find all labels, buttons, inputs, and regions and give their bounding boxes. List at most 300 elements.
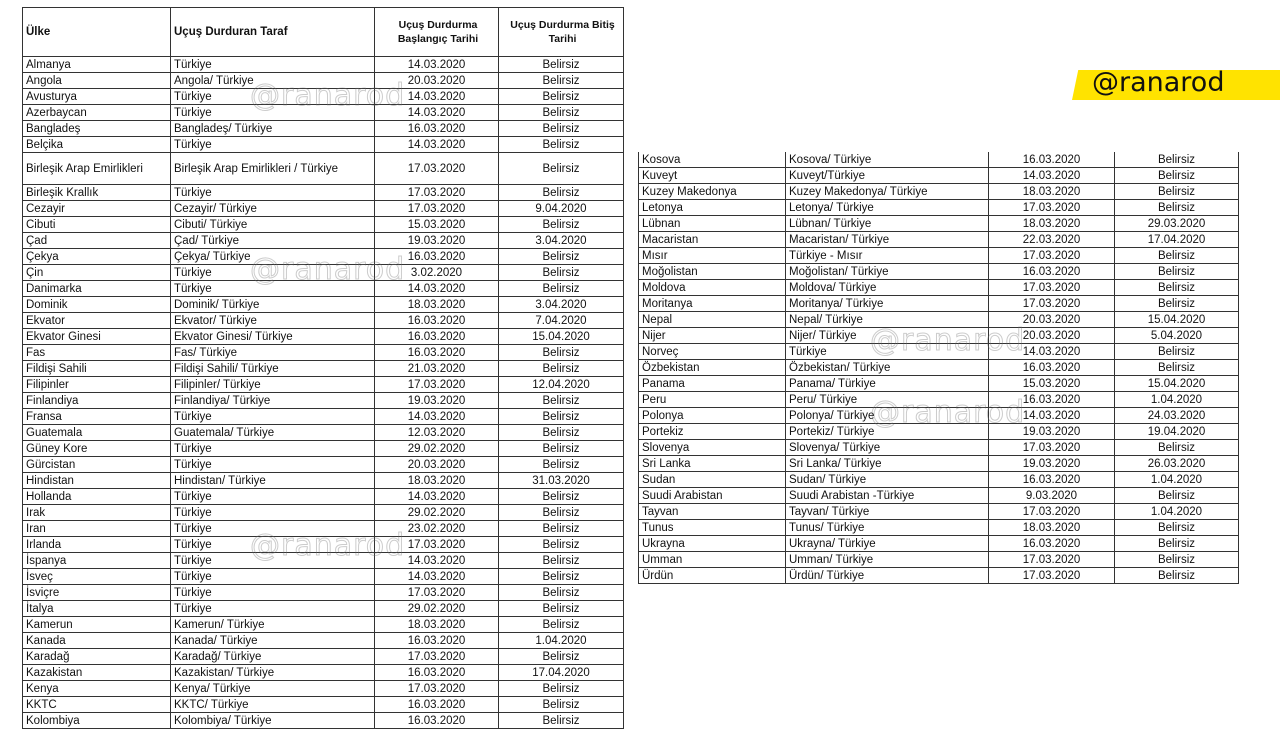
cell-country: Mısır — [639, 248, 786, 264]
cell-country: Karadağ — [23, 649, 171, 665]
cell-party: Türkiye — [171, 537, 375, 553]
table-row — [23, 377, 624, 393]
cell-country: Irak — [23, 505, 171, 521]
cell-party: Türkiye — [171, 137, 375, 153]
cell-end-date: Belirsiz — [499, 217, 624, 233]
cell-party: Slovenya/ Türkiye — [786, 440, 989, 456]
cell-end-date: Belirsiz — [499, 569, 624, 585]
cell-end-date: Belirsiz — [499, 73, 624, 89]
table-row — [23, 233, 624, 249]
watermark: @ranarod — [870, 395, 1026, 430]
cell-end-date: 24.03.2020 — [1115, 408, 1239, 424]
table-row — [23, 473, 624, 489]
cell-end-date: 17.04.2020 — [499, 665, 624, 681]
cell-end-date: Belirsiz — [1115, 488, 1239, 504]
cell-country: Çad — [23, 233, 171, 249]
cell-start-date: 17.03.2020 — [989, 504, 1115, 520]
cell-country: Moğolistan — [639, 264, 786, 280]
cell-country: Guatemala — [23, 425, 171, 441]
cell-country: Irlanda — [23, 537, 171, 553]
cell-country: Fransa — [23, 409, 171, 425]
cell-party: Moritanya/ Türkiye — [786, 296, 989, 312]
table-row — [639, 152, 1239, 168]
cell-party: Türkiye - Mısır — [786, 248, 989, 264]
cell-end-date: 31.03.2020 — [499, 473, 624, 489]
cell-party: Portekiz/ Türkiye — [786, 424, 989, 440]
cell-country: Dominik — [23, 297, 171, 313]
table-row — [639, 472, 1239, 488]
cell-party: Cibuti/ Türkiye — [171, 217, 375, 233]
table-row — [23, 217, 624, 233]
table-row — [23, 569, 624, 585]
cell-end-date: Belirsiz — [499, 553, 624, 569]
table-row — [639, 440, 1239, 456]
cell-party: Dominik/ Türkiye — [171, 297, 375, 313]
cell-end-date: Belirsiz — [499, 265, 624, 281]
cell-country: Angola — [23, 73, 171, 89]
cell-party: Angola/ Türkiye — [171, 73, 375, 89]
cell-end-date: Belirsiz — [1115, 264, 1239, 280]
cell-party: Türkiye — [171, 185, 375, 201]
cell-start-date: 16.03.2020 — [375, 697, 499, 713]
cell-country: Iran — [23, 521, 171, 537]
table-row — [639, 296, 1239, 312]
cell-start-date: 19.03.2020 — [989, 424, 1115, 440]
cell-party: Ürdün/ Türkiye — [786, 568, 989, 584]
cell-country: Hindistan — [23, 473, 171, 489]
cell-start-date: 17.03.2020 — [375, 585, 499, 601]
cell-start-date: 14.03.2020 — [375, 553, 499, 569]
cell-party: Kenya/ Türkiye — [171, 681, 375, 697]
cell-end-date: Belirsiz — [499, 713, 624, 729]
cell-country: İsveç — [23, 569, 171, 585]
table-row — [639, 216, 1239, 232]
table-row — [23, 697, 624, 713]
table-row — [23, 521, 624, 537]
cell-country: Umman — [639, 552, 786, 568]
cell-start-date: 9.03.2020 — [989, 488, 1115, 504]
cell-party: Macaristan/ Türkiye — [786, 232, 989, 248]
cell-country: Avusturya — [23, 89, 171, 105]
cell-party: Türkiye — [171, 265, 375, 281]
table-row — [23, 681, 624, 697]
table-row — [639, 424, 1239, 440]
cell-end-date: 1.04.2020 — [499, 633, 624, 649]
table-row — [639, 552, 1239, 568]
table-row — [23, 393, 624, 409]
cell-start-date: 16.03.2020 — [375, 665, 499, 681]
cell-party: Türkiye — [171, 89, 375, 105]
cell-party: Letonya/ Türkiye — [786, 200, 989, 216]
cell-start-date: 21.03.2020 — [375, 361, 499, 377]
table-row — [23, 585, 624, 601]
cell-end-date: Belirsiz — [499, 121, 624, 137]
cell-party: Kuzey Makedonya/ Türkiye — [786, 184, 989, 200]
cell-country: Filipinler — [23, 377, 171, 393]
table-row — [23, 537, 624, 553]
cell-end-date: Belirsiz — [499, 153, 624, 185]
cell-start-date: 15.03.2020 — [989, 376, 1115, 392]
cell-party: Kazakistan/ Türkiye — [171, 665, 375, 681]
cell-party: Cezayir/ Türkiye — [171, 201, 375, 217]
cell-country: Moritanya — [639, 296, 786, 312]
table-row — [639, 360, 1239, 376]
cell-start-date: 29.02.2020 — [375, 441, 499, 457]
cell-party: Ekvator/ Türkiye — [171, 313, 375, 329]
table-row — [639, 504, 1239, 520]
cell-country: Portekiz — [639, 424, 786, 440]
cell-end-date: Belirsiz — [1115, 344, 1239, 360]
cell-end-date: Belirsiz — [1115, 248, 1239, 264]
cell-country: Çekya — [23, 249, 171, 265]
cell-country: Norveç — [639, 344, 786, 360]
table-row — [23, 281, 624, 297]
cell-country: Ekvator — [23, 313, 171, 329]
table-header-row — [23, 8, 624, 57]
cell-country: Gürcistan — [23, 457, 171, 473]
cell-party: Türkiye — [171, 585, 375, 601]
table-row — [23, 617, 624, 633]
cell-country: Birleşik Krallık — [23, 185, 171, 201]
table-row — [23, 713, 624, 729]
cell-party: Türkiye — [171, 521, 375, 537]
table-row — [23, 73, 624, 89]
cell-party: Türkiye — [786, 344, 989, 360]
cell-party: Ekvator Ginesi/ Türkiye — [171, 329, 375, 345]
cell-start-date: 18.03.2020 — [989, 520, 1115, 536]
cell-party: Suudi Arabistan -Türkiye — [786, 488, 989, 504]
cell-end-date: Belirsiz — [499, 89, 624, 105]
cell-party: Türkiye — [171, 105, 375, 121]
table-row — [639, 328, 1239, 344]
cell-start-date: 20.03.2020 — [989, 312, 1115, 328]
cell-end-date: Belirsiz — [1115, 360, 1239, 376]
table-row — [639, 536, 1239, 552]
cell-start-date: 17.03.2020 — [989, 568, 1115, 584]
cell-country: Cibuti — [23, 217, 171, 233]
cell-end-date: 7.04.2020 — [499, 313, 624, 329]
cell-country: Suudi Arabistan — [639, 488, 786, 504]
table-row — [23, 313, 624, 329]
header-end-date: Uçuş Durdurma Bitiş Tarihi — [499, 8, 624, 57]
cell-start-date: 16.03.2020 — [989, 392, 1115, 408]
table-row — [23, 57, 624, 73]
table-row — [639, 312, 1239, 328]
cell-party: Türkiye — [171, 569, 375, 585]
cell-party: Nepal/ Türkiye — [786, 312, 989, 328]
cell-country: Finlandiya — [23, 393, 171, 409]
cell-start-date: 16.03.2020 — [989, 264, 1115, 280]
cell-party: Umman/ Türkiye — [786, 552, 989, 568]
table-row — [639, 232, 1239, 248]
cell-end-date: Belirsiz — [499, 393, 624, 409]
cell-start-date: 14.03.2020 — [375, 569, 499, 585]
cell-country: Danimarka — [23, 281, 171, 297]
cell-start-date: 14.03.2020 — [989, 408, 1115, 424]
cell-party: Çekya/ Türkiye — [171, 249, 375, 265]
table-row — [23, 665, 624, 681]
cell-end-date: Belirsiz — [1115, 536, 1239, 552]
cell-party: Kanada/ Türkiye — [171, 633, 375, 649]
cell-country: Sri Lanka — [639, 456, 786, 472]
cell-start-date: 19.03.2020 — [375, 393, 499, 409]
cell-party: Türkiye — [171, 57, 375, 73]
cell-end-date: 9.04.2020 — [499, 201, 624, 217]
cell-end-date: Belirsiz — [499, 105, 624, 121]
cell-start-date: 17.03.2020 — [375, 537, 499, 553]
cell-end-date: Belirsiz — [499, 361, 624, 377]
cell-end-date: Belirsiz — [499, 425, 624, 441]
table-row — [639, 408, 1239, 424]
cell-start-date: 16.03.2020 — [375, 121, 499, 137]
cell-start-date: 18.03.2020 — [375, 617, 499, 633]
cell-start-date: 17.03.2020 — [989, 296, 1115, 312]
cell-end-date: 17.04.2020 — [1115, 232, 1239, 248]
watermark: @ranarod — [870, 323, 1026, 358]
table-row — [23, 601, 624, 617]
table-row — [639, 456, 1239, 472]
cell-start-date: 16.03.2020 — [989, 152, 1115, 168]
cell-party: Türkiye — [171, 409, 375, 425]
cell-party: Fas/ Türkiye — [171, 345, 375, 361]
cell-end-date: 5.04.2020 — [1115, 328, 1239, 344]
cell-start-date: 19.03.2020 — [375, 233, 499, 249]
cell-party: Türkiye — [171, 441, 375, 457]
cell-start-date: 14.03.2020 — [375, 137, 499, 153]
table-row — [639, 488, 1239, 504]
cell-start-date: 16.03.2020 — [989, 472, 1115, 488]
cell-start-date: 17.03.2020 — [375, 377, 499, 393]
cell-end-date: Belirsiz — [499, 585, 624, 601]
cell-country: Peru — [639, 392, 786, 408]
cell-country: Güney Kore — [23, 441, 171, 457]
cell-start-date: 16.03.2020 — [375, 313, 499, 329]
cell-end-date: Belirsiz — [1115, 200, 1239, 216]
cell-end-date: Belirsiz — [499, 617, 624, 633]
cell-start-date: 18.03.2020 — [375, 473, 499, 489]
cell-party: Türkiye — [171, 553, 375, 569]
table-row — [23, 137, 624, 153]
cell-start-date: 17.03.2020 — [989, 248, 1115, 264]
cell-country: Bangladeş — [23, 121, 171, 137]
cell-country: İtalya — [23, 601, 171, 617]
cell-country: Kuveyt — [639, 168, 786, 184]
table-row — [639, 568, 1239, 584]
table-row — [23, 249, 624, 265]
cell-start-date: 16.03.2020 — [375, 633, 499, 649]
cell-country: Kanada — [23, 633, 171, 649]
cell-end-date: 26.03.2020 — [1115, 456, 1239, 472]
cell-party: Peru/ Türkiye — [786, 392, 989, 408]
cell-party: Kuveyt/Türkiye — [786, 168, 989, 184]
cell-party: Ukrayna/ Türkiye — [786, 536, 989, 552]
cell-end-date: Belirsiz — [1115, 440, 1239, 456]
table-row — [23, 265, 624, 281]
table-row — [23, 153, 624, 185]
cell-country: Belçika — [23, 137, 171, 153]
cell-end-date: Belirsiz — [499, 601, 624, 617]
cell-end-date: 1.04.2020 — [1115, 472, 1239, 488]
cell-start-date: 18.03.2020 — [989, 184, 1115, 200]
cell-end-date: Belirsiz — [499, 457, 624, 473]
cell-country: Fas — [23, 345, 171, 361]
cell-party: Sudan/ Türkiye — [786, 472, 989, 488]
table-row — [23, 329, 624, 345]
cell-party: Filipinler/ Türkiye — [171, 377, 375, 393]
cell-country: İsviçre — [23, 585, 171, 601]
cell-start-date: 14.03.2020 — [375, 409, 499, 425]
cell-start-date: 18.03.2020 — [989, 216, 1115, 232]
cell-party: Bangladeş/ Türkiye — [171, 121, 375, 137]
cell-end-date: Belirsiz — [499, 489, 624, 505]
cell-end-date: 29.03.2020 — [1115, 216, 1239, 232]
cell-country: Kuzey Makedonya — [639, 184, 786, 200]
cell-end-date: Belirsiz — [499, 249, 624, 265]
cell-country: Özbekistan — [639, 360, 786, 376]
cell-party: Moldova/ Türkiye — [786, 280, 989, 296]
cell-party: Guatemala/ Türkiye — [171, 425, 375, 441]
cell-party: Türkiye — [171, 601, 375, 617]
table-row — [23, 297, 624, 313]
cell-end-date: Belirsiz — [499, 649, 624, 665]
cell-end-date: Belirsiz — [499, 537, 624, 553]
table-row — [23, 457, 624, 473]
cell-end-date: Belirsiz — [1115, 280, 1239, 296]
cell-start-date: 29.02.2020 — [375, 505, 499, 521]
cell-start-date: 17.03.2020 — [989, 440, 1115, 456]
cell-end-date: 3.04.2020 — [499, 233, 624, 249]
cell-party: Türkiye — [171, 505, 375, 521]
cell-country: Slovenya — [639, 440, 786, 456]
cell-start-date: 14.03.2020 — [375, 489, 499, 505]
cell-party: Polonya/ Türkiye — [786, 408, 989, 424]
cell-country: KKTC — [23, 697, 171, 713]
table-row — [23, 425, 624, 441]
cell-start-date: 15.03.2020 — [375, 217, 499, 233]
cell-start-date: 16.03.2020 — [375, 329, 499, 345]
cell-country: Kolombiya — [23, 713, 171, 729]
flight-suspension-table-left — [22, 7, 624, 729]
cell-party: Kamerun/ Türkiye — [171, 617, 375, 633]
cell-end-date: 19.04.2020 — [1115, 424, 1239, 440]
table-row — [639, 392, 1239, 408]
cell-end-date: 3.04.2020 — [499, 297, 624, 313]
cell-country: Lübnan — [639, 216, 786, 232]
cell-country: Kenya — [23, 681, 171, 697]
cell-end-date: Belirsiz — [499, 697, 624, 713]
table-row — [23, 505, 624, 521]
table-row — [23, 345, 624, 361]
cell-country: Kazakistan — [23, 665, 171, 681]
table-row — [23, 89, 624, 105]
cell-start-date: 14.03.2020 — [375, 281, 499, 297]
table-row — [23, 649, 624, 665]
cell-end-date: Belirsiz — [1115, 568, 1239, 584]
cell-end-date: Belirsiz — [1115, 520, 1239, 536]
cell-country: Fildişi Sahili — [23, 361, 171, 377]
cell-start-date: 17.03.2020 — [375, 153, 499, 185]
cell-start-date: 14.03.2020 — [989, 168, 1115, 184]
cell-start-date: 22.03.2020 — [989, 232, 1115, 248]
cell-end-date: Belirsiz — [1115, 168, 1239, 184]
cell-start-date: 17.03.2020 — [375, 201, 499, 217]
cell-end-date: Belirsiz — [499, 441, 624, 457]
cell-end-date: Belirsiz — [499, 505, 624, 521]
table-row — [23, 105, 624, 121]
cell-country: Kosova — [639, 152, 786, 168]
cell-country: Azerbaycan — [23, 105, 171, 121]
cell-start-date: 17.03.2020 — [375, 681, 499, 697]
cell-end-date: 12.04.2020 — [499, 377, 624, 393]
cell-start-date: 19.03.2020 — [989, 456, 1115, 472]
cell-start-date: 16.03.2020 — [375, 345, 499, 361]
table-row — [23, 409, 624, 425]
flight-suspension-table-right — [638, 152, 1239, 584]
table-row — [639, 200, 1239, 216]
cell-end-date: Belirsiz — [499, 57, 624, 73]
cell-start-date: 20.03.2020 — [375, 73, 499, 89]
cell-party: Türkiye — [171, 457, 375, 473]
cell-country: Almanya — [23, 57, 171, 73]
cell-start-date: 14.03.2020 — [375, 57, 499, 73]
cell-country: Tayvan — [639, 504, 786, 520]
cell-country: Sudan — [639, 472, 786, 488]
cell-party: Hindistan/ Türkiye — [171, 473, 375, 489]
table-row — [23, 441, 624, 457]
table-row — [23, 633, 624, 649]
cell-party: Tunus/ Türkiye — [786, 520, 989, 536]
cell-start-date: 14.03.2020 — [989, 344, 1115, 360]
cell-party: Panama/ Türkiye — [786, 376, 989, 392]
cell-end-date: 1.04.2020 — [1115, 504, 1239, 520]
cell-country: Kamerun — [23, 617, 171, 633]
cell-start-date: 17.03.2020 — [989, 200, 1115, 216]
table-row — [23, 489, 624, 505]
header-start-date: Uçuş Durdurma Başlangıç Tarihi — [375, 8, 499, 57]
table-row — [23, 361, 624, 377]
cell-start-date: 20.03.2020 — [989, 328, 1115, 344]
cell-party: Fildişi Sahili/ Türkiye — [171, 361, 375, 377]
cell-country: Hollanda — [23, 489, 171, 505]
table-row — [639, 168, 1239, 184]
watermark: @ranarod — [250, 252, 406, 287]
cell-start-date: 16.03.2020 — [989, 536, 1115, 552]
table-row — [639, 264, 1239, 280]
cell-start-date: 14.03.2020 — [375, 105, 499, 121]
cell-country: Çin — [23, 265, 171, 281]
cell-end-date: Belirsiz — [1115, 552, 1239, 568]
cell-start-date: 12.03.2020 — [375, 425, 499, 441]
cell-party: Kosova/ Türkiye — [786, 152, 989, 168]
cell-end-date: 15.04.2020 — [1115, 376, 1239, 392]
table-row — [23, 201, 624, 217]
cell-start-date: 3.02.2020 — [375, 265, 499, 281]
cell-country: Letonya — [639, 200, 786, 216]
cell-country: Ukrayna — [639, 536, 786, 552]
cell-end-date: 15.04.2020 — [499, 329, 624, 345]
cell-party: Lübnan/ Türkiye — [786, 216, 989, 232]
cell-party: Finlandiya/ Türkiye — [171, 393, 375, 409]
cell-start-date: 16.03.2020 — [375, 249, 499, 265]
watermark: @ranarod — [250, 528, 406, 563]
cell-end-date: Belirsiz — [1115, 296, 1239, 312]
cell-party: KKTC/ Türkiye — [171, 697, 375, 713]
table-row — [23, 185, 624, 201]
cell-country: Macaristan — [639, 232, 786, 248]
cell-country: Ürdün — [639, 568, 786, 584]
cell-start-date: 14.03.2020 — [375, 89, 499, 105]
cell-country: Panama — [639, 376, 786, 392]
